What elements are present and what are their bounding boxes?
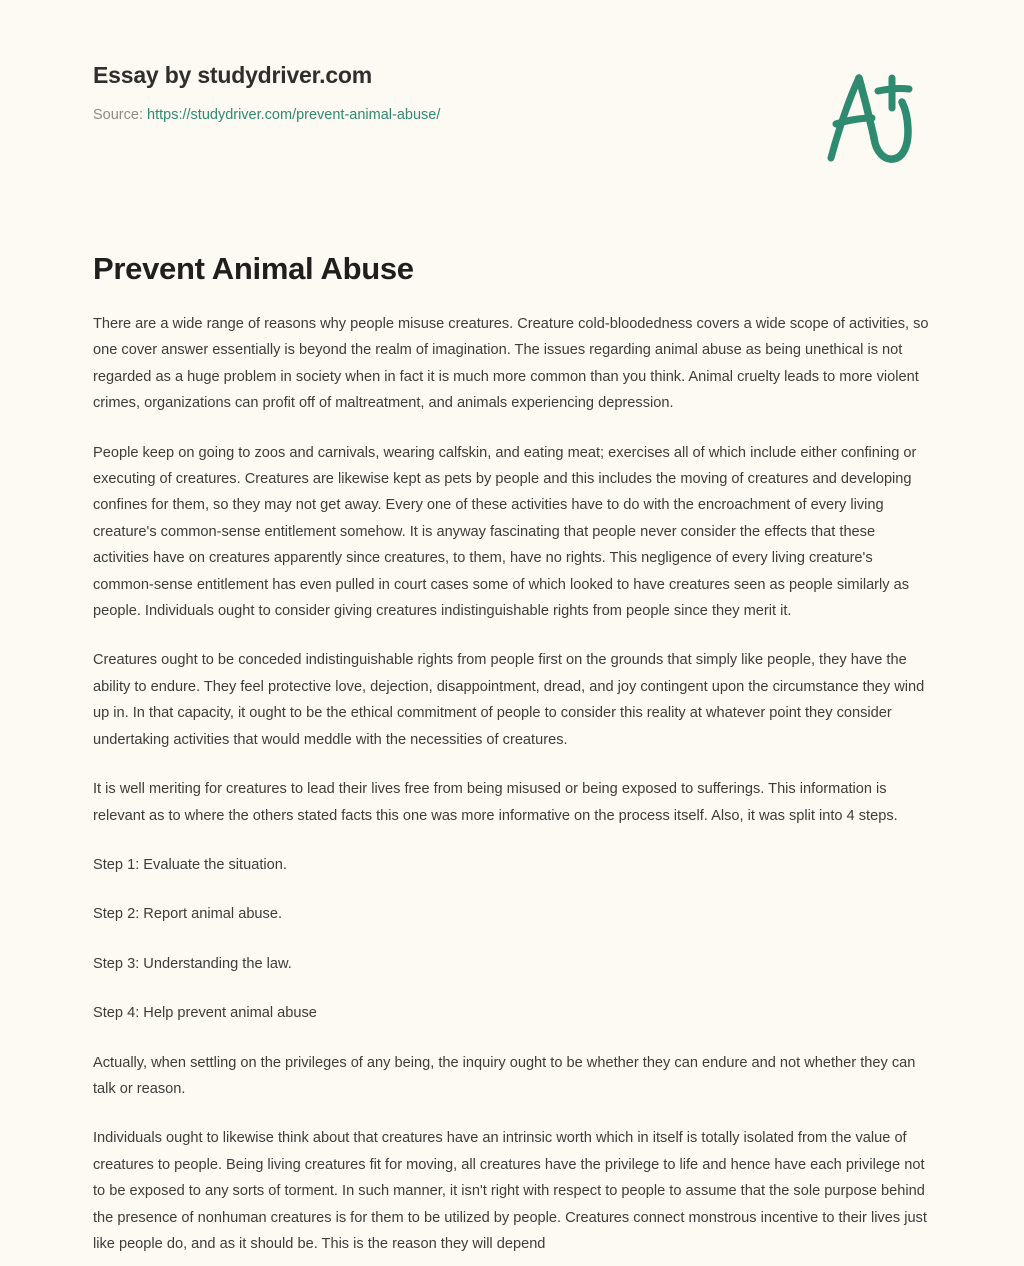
essay-body (93, 311, 933, 1257)
paragraph: Actually, when settling on the privileges of any being, the inquiry ought to be whether they can endure and not whether they can talk or reason. (93, 1054, 916, 1097)
paragraph: Individuals ought to likewise think about that creatures have an intrinsic worth which in itself is totally isolated from the value of creatures to people. Being living creatures fit for moving, all creatures have the privilege to life and hence have each privilege not to be exposed to any sorts of torment. In such manner, it isn't right with respect to people to assume that the sole purpose behind the presence of nonhuman creatures is for them to be utilized by people. Creatures connect monstrous incentive to their lives just like people do, and as it should be. This is the reason they will depend (93, 1130, 927, 1252)
page-title: Prevent Animal Abuse (93, 251, 414, 286)
paragraph: It is well meriting for creatures to lead their lives free from being misused or being exposed to sufferings. This information is relevant as to where the others stated facts this one was more informative on the process itself. Also, it was split into 4 steps. (93, 781, 898, 824)
source-label: Source: (93, 106, 143, 123)
step-1: Step 1: Evaluate the situation. (93, 856, 287, 873)
a-plus-logo-icon (812, 62, 936, 174)
step-3: Step 3: Understanding the law. (93, 955, 292, 972)
essay-byline: Essay by studydriver.com (93, 62, 373, 88)
step-2: Step 2: Report animal abuse. (93, 906, 283, 923)
source-url-link[interactable]: https://studydriver.com/prevent-animal-abuse/ (147, 106, 441, 123)
paragraph: Creatures ought to be conceded indistinguishable rights from people first on the grounds that simply like people, they have the ability to endure. They feel protective love, dejection, disappointment, dread, and joy contingent upon the circumstance they wind up in. In that capacity, it ought to be the ethical commitment of people to consider this reality at whatever point they consider undertaking activities that would meddle with the necessities of creatures. (93, 652, 925, 748)
step-4: Step 4: Help prevent animal abuse (93, 1005, 317, 1022)
paragraph: People keep on going to zoos and carnivals, wearing calfskin, and eating meat; exercises all of which include either confining or executing of creatures. Creatures are likewise kept as pets by people and this includes the moving of creatures and developing confines for them, so they may not get away. Every one of these activities have to do with the encroachment of every living creature's common-sense entitlement somehow. It is anyway fascinating that people never consider the effects that these activities have on creatures apparently since creatures, to them, have no rights. This negligence of every living creature's common-sense entitlement has even pulled in court cases some of which looked to have creatures seen as people similarly as people. Individuals ought to consider giving creatures indistinguishable rights from people since they merit it. (93, 444, 917, 620)
paragraph: There are a wide range of reasons why people misuse creatures. Creature cold-bloodedness covers a wide scope of activities, so one cover answer essentially is beyond the realm of imagination. The issues regarding animal abuse as being unethical is not regarded as a huge problem in society when in fact it is much more common than you think. Animal cruelty leads to more violent crimes, organizations can profit off of maltreatment, and animals experiencing depression. (93, 316, 929, 412)
a-plus-logo (812, 62, 936, 174)
